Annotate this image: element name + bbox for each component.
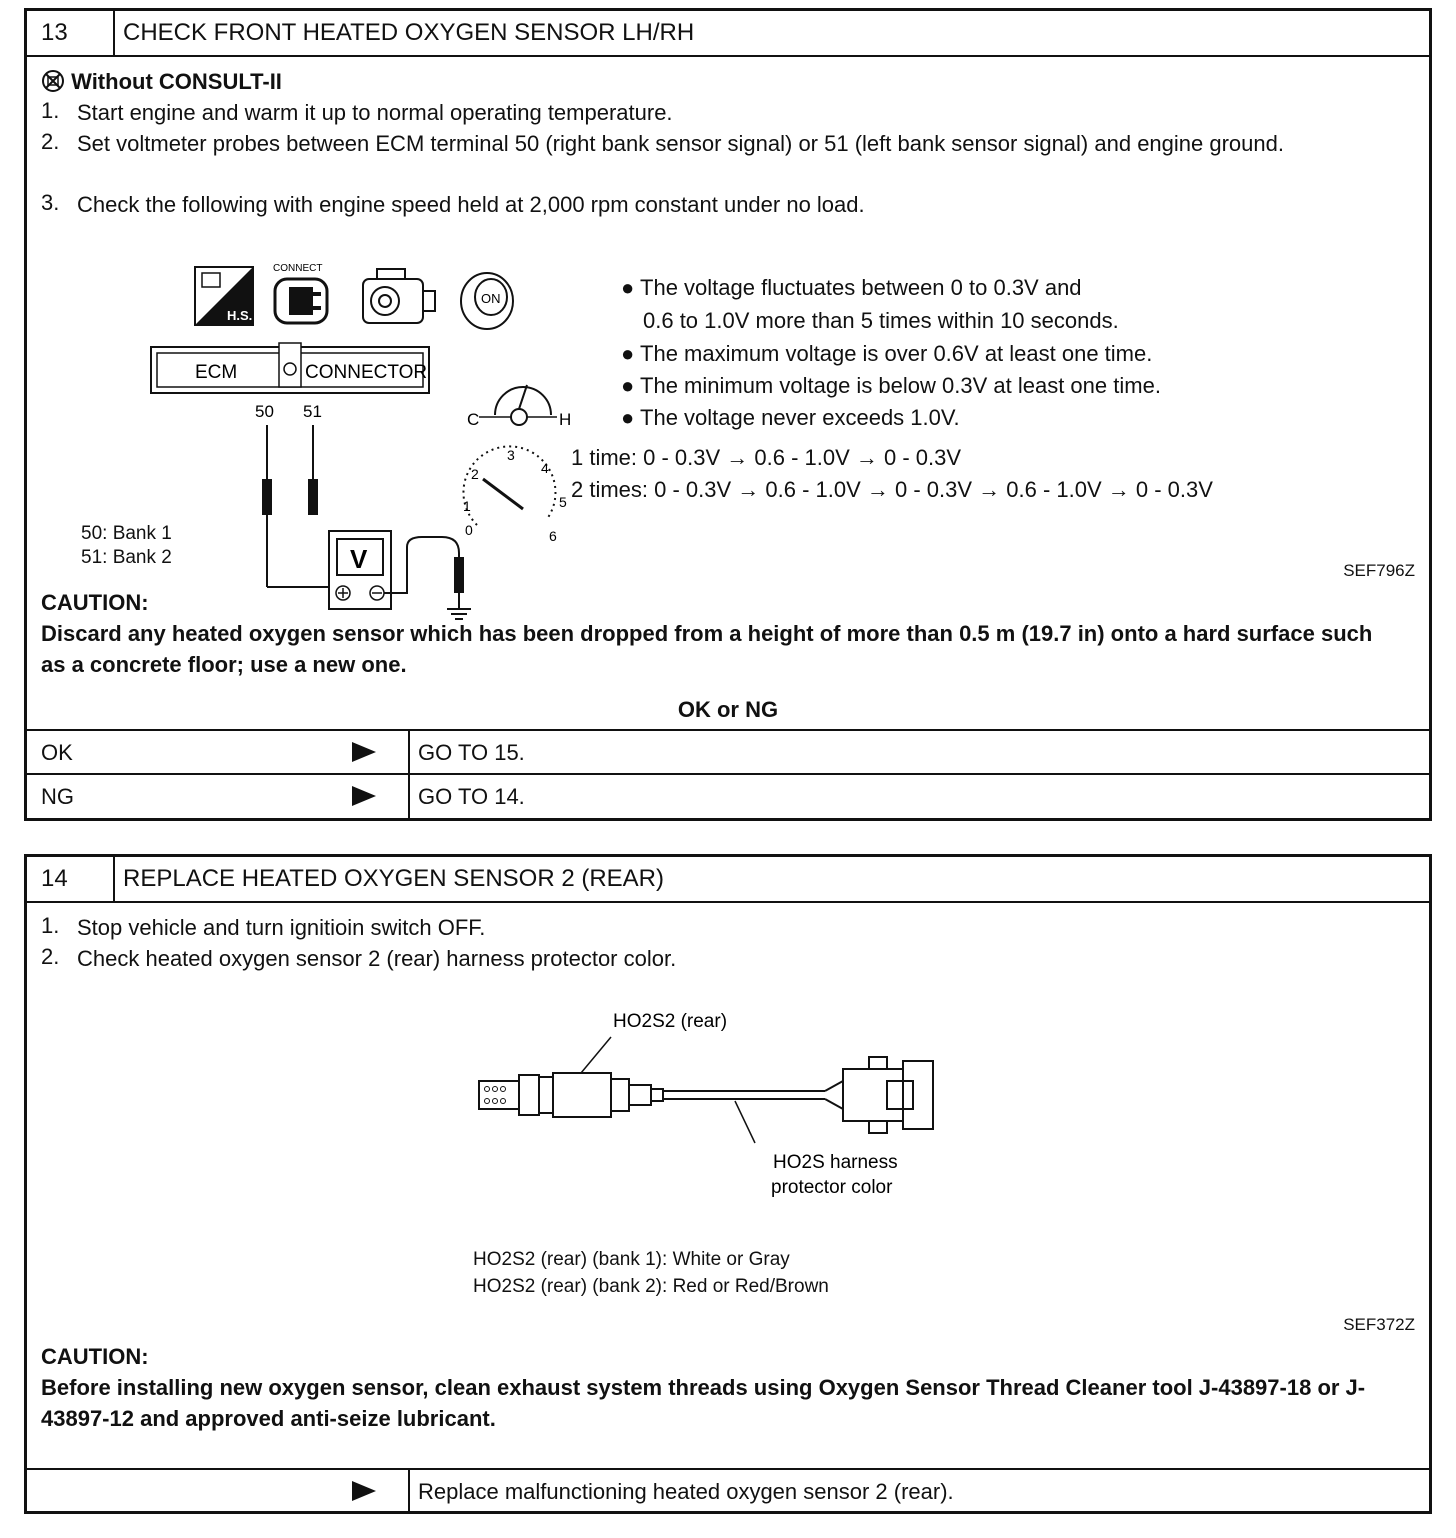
bullet-item: ● The minimum voltage is below 0.3V at least one time.: [621, 373, 1161, 398]
sensor-label: HO2S2 (rear): [613, 1011, 728, 1032]
step-text: Stop vehicle and turn ignitioin switch OFF.: [77, 915, 486, 940]
svg-text:3: 3: [507, 447, 515, 463]
bullet-item: ● The voltage fluctuates between 0 to 0.3V and: [621, 275, 1082, 300]
bank2-label: 51: Bank 2: [81, 547, 172, 568]
result-label: NG: [41, 784, 74, 809]
caution-text: Discard any heated oxygen sensor which has been dropped from a height of more than 0.5 m (19.7 in) onto a hard surface such as a concrete floor; use a new one.: [41, 621, 1373, 677]
svg-text:ECM: ECM: [195, 362, 238, 383]
caution-heading: CAUTION:: [41, 590, 149, 615]
step-text: Start engine and warm it up to normal operating temperature.: [77, 100, 673, 125]
terminal-51-label: 51: [303, 402, 322, 421]
hs-icon: [195, 267, 253, 325]
step-text: Check the following with engine speed held at 2,000 rpm constant under no load.: [77, 192, 865, 217]
harness-label: protector color: [771, 1177, 893, 1198]
voltmeter-check-diagram: [67, 257, 572, 597]
svg-text:CONNECTOR: CONNECTOR: [305, 362, 428, 383]
svg-text:V: V: [350, 544, 368, 574]
result-action: GO TO 15.: [418, 740, 525, 765]
step-title: REPLACE HEATED OXYGEN SENSOR 2 (REAR): [123, 865, 665, 892]
svg-text:H.S.: H.S.: [227, 308, 253, 323]
step-number: 13: [27, 11, 115, 55]
svg-text:C: C: [467, 410, 480, 429]
section-13: [24, 8, 1432, 821]
svg-text:6: 6: [549, 528, 557, 544]
ecm-connector: [151, 343, 429, 393]
temperature-gauge: [467, 385, 571, 429]
bank1-label: 50: Bank 1: [81, 523, 172, 544]
caution-heading: CAUTION:: [41, 1344, 149, 1369]
mode-label: Without CONSULT-II: [71, 69, 282, 94]
section-13-header: [27, 11, 1429, 57]
result-row-ok: [27, 729, 1429, 775]
step-text: Check heated oxygen sensor 2 (rear) harness protector color.: [77, 946, 677, 971]
two-times-pattern: 2 times: 0 - 0.3V → 0.6 - 1.0V → 0 - 0.3V → 0.6 - 1.0V → 0 - 0.3V: [571, 477, 1213, 502]
section-14-header: [27, 857, 1429, 903]
arrow-right-icon: [352, 740, 376, 764]
ok-or-ng-heading: OK or NG: [677, 697, 779, 722]
bullet-item: ● The maximum voltage is over 0.6V at least one time.: [621, 341, 1153, 366]
step-index: 2.: [41, 129, 60, 154]
svg-text:4: 4: [541, 460, 549, 476]
tachometer: [463, 446, 567, 544]
caution-text: Before installing new oxygen sensor, clean exhaust system threads using Oxygen Sensor Thread Cleaner tool J-43897-18 or J-43897-12 and approved anti-seize lubricant.: [41, 1375, 1366, 1431]
result-label: OK: [41, 740, 73, 765]
result-row-ng: [27, 773, 1429, 819]
bank2-color: HO2S2 (rear) (bank 2): Red or Red/Brown: [473, 1276, 829, 1297]
result-row: [27, 1468, 1429, 1514]
bullet-item: ● The voltage never exceeds 1.0V.: [621, 405, 960, 430]
figure-code: SEF372Z: [1343, 1315, 1415, 1334]
arrow-right-icon: [352, 784, 376, 808]
no-consult-icon: [41, 69, 65, 93]
svg-text:CONNECT: CONNECT: [273, 263, 323, 274]
svg-text:ON: ON: [481, 291, 501, 306]
step-index: 3.: [41, 190, 60, 215]
engine-icon: [363, 269, 435, 323]
figure-code: SEF796Z: [1343, 561, 1415, 580]
step-index: 1.: [41, 98, 60, 123]
svg-text:1: 1: [463, 498, 471, 514]
section-14: [24, 854, 1432, 1514]
harness-label: HO2S harness: [773, 1152, 898, 1173]
result-action: GO TO 14.: [418, 784, 525, 809]
svg-text:H: H: [559, 410, 572, 429]
svg-text:5: 5: [559, 494, 567, 510]
mode-line: [41, 69, 282, 95]
result-action: Replace malfunctioning heated oxygen sensor 2 (rear).: [418, 1479, 954, 1504]
svg-text:2: 2: [471, 466, 479, 482]
connect-icon: [273, 263, 327, 323]
step-number: 14: [27, 857, 115, 901]
arrow-right-icon: [352, 1479, 376, 1503]
terminal-50-label: 50: [255, 402, 274, 421]
voltmeter: [329, 531, 391, 609]
one-time-pattern: 1 time: 0 - 0.3V → 0.6 - 1.0V → 0 - 0.3V: [571, 445, 962, 470]
step-index: 1.: [41, 913, 60, 938]
svg-text:0: 0: [465, 522, 473, 538]
step-text: Set voltmeter probes between ECM terminal 50 (right bank sensor signal) or 51 (left bank sensor signal) and engine ground.: [77, 131, 1284, 156]
bank1-color: HO2S2 (rear) (bank 1): White or Gray: [473, 1249, 790, 1270]
oxygen-sensor-diagram: [473, 1007, 953, 1198]
ignition-on-icon: [461, 273, 513, 329]
bullet-continuation: 0.6 to 1.0V more than 5 times within 10 seconds.: [643, 308, 1119, 333]
step-index: 2.: [41, 944, 60, 969]
step-title: CHECK FRONT HEATED OXYGEN SENSOR LH/RH: [123, 19, 695, 46]
